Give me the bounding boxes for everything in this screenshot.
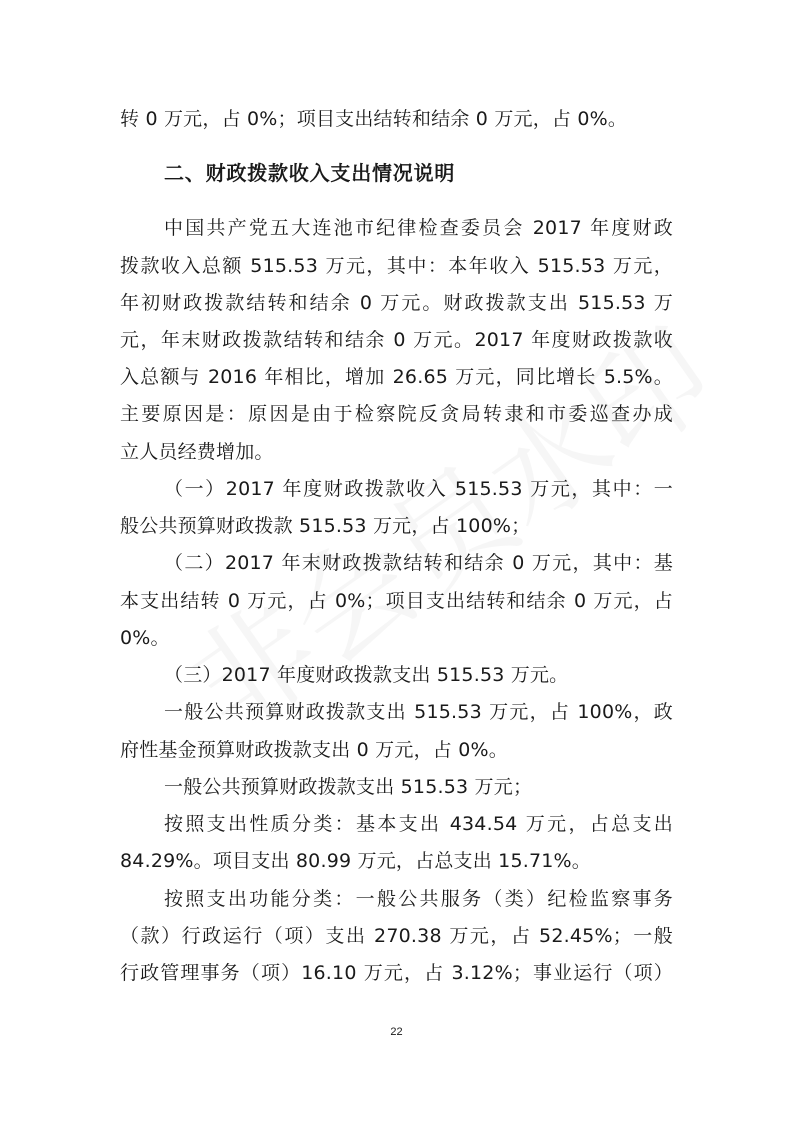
- text-line: 元，年末财政拨款结转和结余 0 万元。2017 年度财政拨款收: [120, 329, 673, 351]
- text-line: 行政管理事务（项）16.10 万元，占 3.12%；事业运行（项）: [120, 962, 673, 984]
- text-line: 按照支出性质分类：基本支出 434.54 万元，占总支出: [164, 813, 673, 835]
- text-line: 转 0 万元，占 0%；项目支出结转和结余 0 万元，占 0%。: [120, 108, 628, 130]
- text-line: （一）2017 年度财政拨款收入 515.53 万元，其中：一: [164, 478, 673, 500]
- text-line: 本支出结转 0 万元，占 0%；项目支出结转和结余 0 万元，占: [120, 590, 673, 612]
- text-line: 立人员经费增加。: [120, 441, 274, 463]
- text-line: 府性基金预算财政拨款支出 0 万元，占 0%。: [120, 739, 508, 761]
- text-line: （三）2017 年度财政拨款支出 515.53 万元。: [164, 664, 569, 686]
- text-line: 中国共产党五大连池市纪律检查委员会 2017 年度财政: [164, 217, 673, 239]
- page-number: 22: [390, 1026, 403, 1038]
- text-line: 般公共预算财政拨款 515.53 万元，占 100%；: [120, 515, 531, 537]
- text-line: 年初财政拨款结转和结余 0 万元。财政拨款支出 515.53 万: [120, 292, 673, 314]
- text-line: 拨款收入总额 515.53 万元，其中：本年收入 515.53 万元，: [120, 255, 673, 277]
- text-line: 按照支出功能分类：一般公共服务（类）纪检监察事务: [164, 888, 673, 910]
- text-line: 主要原因是：原因是由于检察院反贪局转隶和市委巡查办成: [120, 403, 673, 425]
- text-line: 0%。: [120, 627, 170, 649]
- text-line: （款）行政运行（项）支出 270.38 万元，占 52.45%；一般: [120, 925, 673, 947]
- text-line: 84.29%。项目支出 80.99 万元，占总支出 15.71%。: [120, 850, 592, 872]
- text-line: （二）2017 年末财政拨款结转和结余 0 万元，其中：基: [164, 552, 673, 574]
- section-heading: 二、财政拨款收入支出情况说明: [164, 161, 456, 185]
- text-line: 入总额与 2016 年相比，增加 26.65 万元，同比增长 5.5%。: [120, 366, 673, 388]
- text-line: 一般公共预算财政拨款支出 515.53 万元；: [164, 776, 533, 798]
- text-line: 一般公共预算财政拨款支出 515.53 万元，占 100%，政: [164, 701, 673, 723]
